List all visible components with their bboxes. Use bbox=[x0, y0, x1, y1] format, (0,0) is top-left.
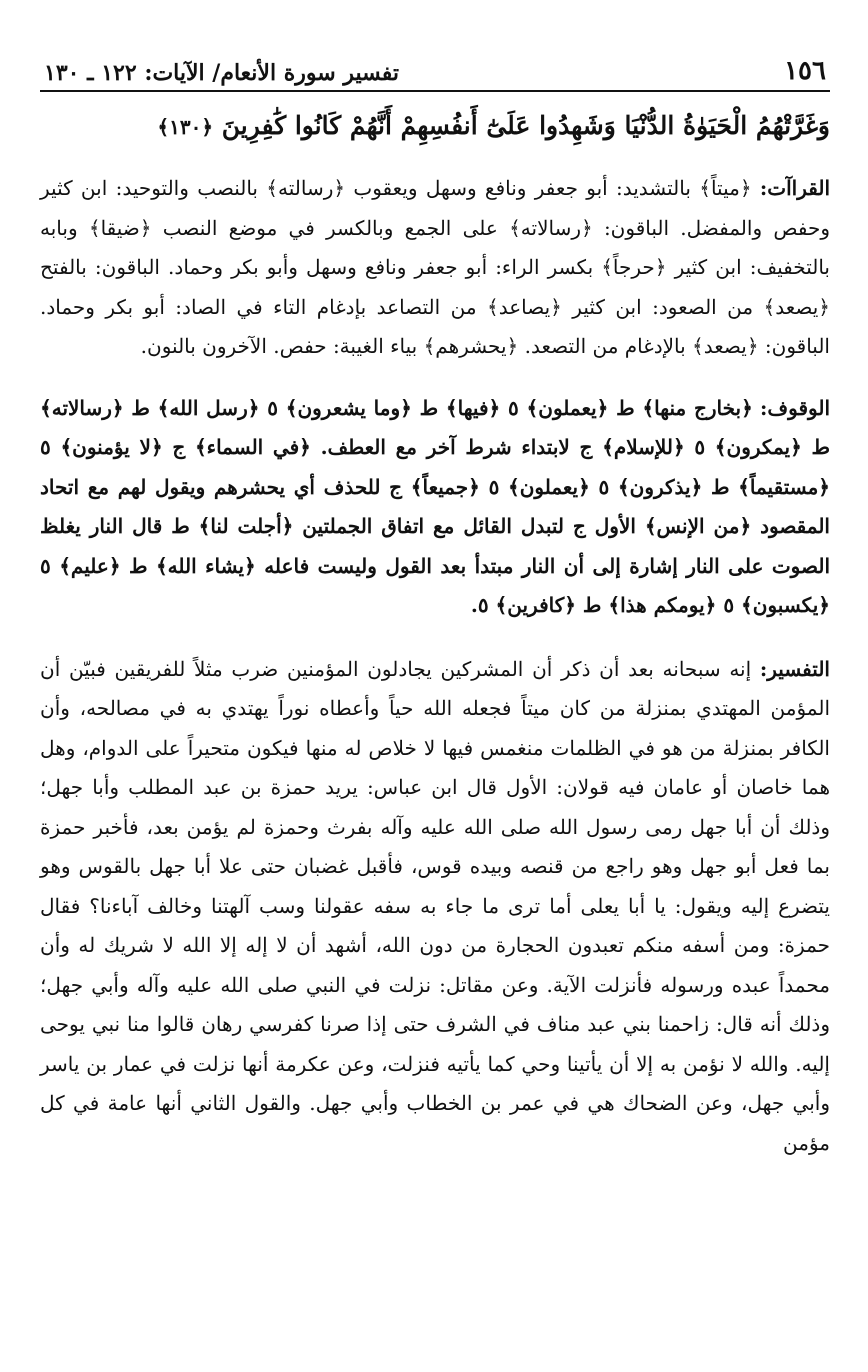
readings-text: ﴿ميتاً﴾ بالتشديد: أبو جعفر ونافع وسهل ويعقوب ﴿رسالته﴾ بالنصب والتوحيد: ابن كثير وحفص والمفضل. الباقون: ﴿رسالاته﴾ على الجمع وبالكسر في موضع النصب ﴿ضيقا﴾ وبابه بالتخفيف: ابن كثير ﴿حرجاً﴾ بكسر الراء: أبو جعفر ونافع وسهل وأبو بكر وحماد. الباقون: بالفتح ﴿يصعد﴾ من الصعود: ابن كثير ﴿يصاعد﴾ من التصاعد بإدغام التاء في الصاد: أبو بكر وحماد. الباقون: ﴿يصعد﴾ بالإدغام من التصعد. ﴿يحشرهم﴾ بياء الغيبة: حفص. الآخرون بالنون. bbox=[40, 176, 830, 358]
stops-section bbox=[40, 389, 830, 626]
commentary-heading: التفسير: bbox=[759, 656, 830, 681]
stops-text: ﴿بخارج منها﴾ ط ﴿يعملون﴾ ٥ ﴿فيها﴾ ط ﴿وما يشعرون﴾ ٥ ﴿رسل الله﴾ ط ﴿رسالاته﴾ ط ﴿يمكرون﴾ ٥ ﴿للإسلام﴾ ج لابتداء شرط آخر مع العطف. ﴿في السماء﴾ ج ﴿لا يؤمنون﴾ ٥ ﴿مستقيماً﴾ ط ﴿يذكرون﴾ ٥ ﴿يعملون﴾ ٥ ﴿جميعاً﴾ ج للحذف أي يحشرهم ويقول لهم مع اتحاد المقصود ﴿من الإنس﴾ الأول ج لتبدل القائل مع اتفاق الجملتين ﴿أجلت لنا﴾ ط قال النار يغلظ الصوت على النار إشارة إلى أن النار مبتدأ بعد القول وليست فاعله ﴿يشاء الله﴾ ط ﴿عليم﴾ ٥ ﴿يكسبون﴾ ٥ ﴿يومكم هذا﴾ ط ﴿كافرين﴾ ٥. bbox=[40, 395, 831, 617]
ayah-number: ﴿١٣٠﴾ bbox=[157, 115, 214, 139]
readings-heading: القراآت: bbox=[759, 176, 831, 200]
page-header bbox=[40, 52, 830, 92]
quran-verse bbox=[40, 106, 830, 147]
commentary-section bbox=[40, 650, 830, 1164]
stops-heading: الوقوف: bbox=[760, 395, 831, 420]
verse-text: وَغَرَّتْهُمُ الْحَيَوٰةُ الدُّنْيَا وَشَهِدُوا عَلَىٰٓ أَنفُسِهِمْ أَنَّهُمْ كَانُوا كَٰفِرِينَ bbox=[221, 111, 830, 140]
page-number: ١٥٦ bbox=[784, 56, 826, 86]
commentary-text: إنه سبحانه بعد أن ذكر أن المشركين يجادلون المؤمنين ضرب مثلاً للفريقين فبيّن أن المؤمن المهتدي بمنزلة من كان ميتاً فجعله الله حياً وأعطاه نوراً يهتدي به في مصالحه، وأن الكافر بمنزلة من هو في الظلمات منغمس فيها لا خلاص له منها فيكون متحيراً على الدوام، وهل هما خاصان أو عامان فيه قولان: الأول قال ابن عباس: يريد حمزة بن عبد المطلب وأبا جهل؛ وذلك أن أبا جهل رمى رسول الله صلى الله عليه وآله بفرث وحمزة لم يؤمن بعد، فأخبر حمزة بما فعل أبو جهل وهو راجع من قنصه وبيده قوس، فأقبل غضبان حتى علا أبا جهل بالقوس وهو يتضرع إليه ويقول: يا أبا يعلى أما ترى ما جاء به سفه عقولنا وسب آلهتنا وخالف آباءنا؟ فقال حمزة: ومن أسفه منكم تعبدون الحجارة من دون الله، أشهد أن لا إله إلا الله لا شريك له وأن محمداً عبده ورسوله فأنزلت الآية. وعن مقاتل: نزلت في النبي صلى الله عليه وآله وأبي جهل؛ وذلك أنه قال: زاحمنا بني عبد مناف في الشرف حتى إذا صرنا كفرسي رهان قالوا منا نبي يوحى إليه. والله لا نؤمن به إلا أن يأتينا وحي كما يأتيه فنزلت، وعن عكرمة أنها نزلت في عمار بن ياسر وأبي جهل، وعن الضحاك هي في عمر بن الخطاب وأبي جهل. والقول الثاني أنها عامة في كل مؤمن bbox=[40, 656, 831, 1155]
running-title: تفسير سورة الأنعام/ الآيات: ١٢٢ ـ ١٣٠ bbox=[44, 60, 399, 86]
readings-section bbox=[40, 169, 830, 367]
